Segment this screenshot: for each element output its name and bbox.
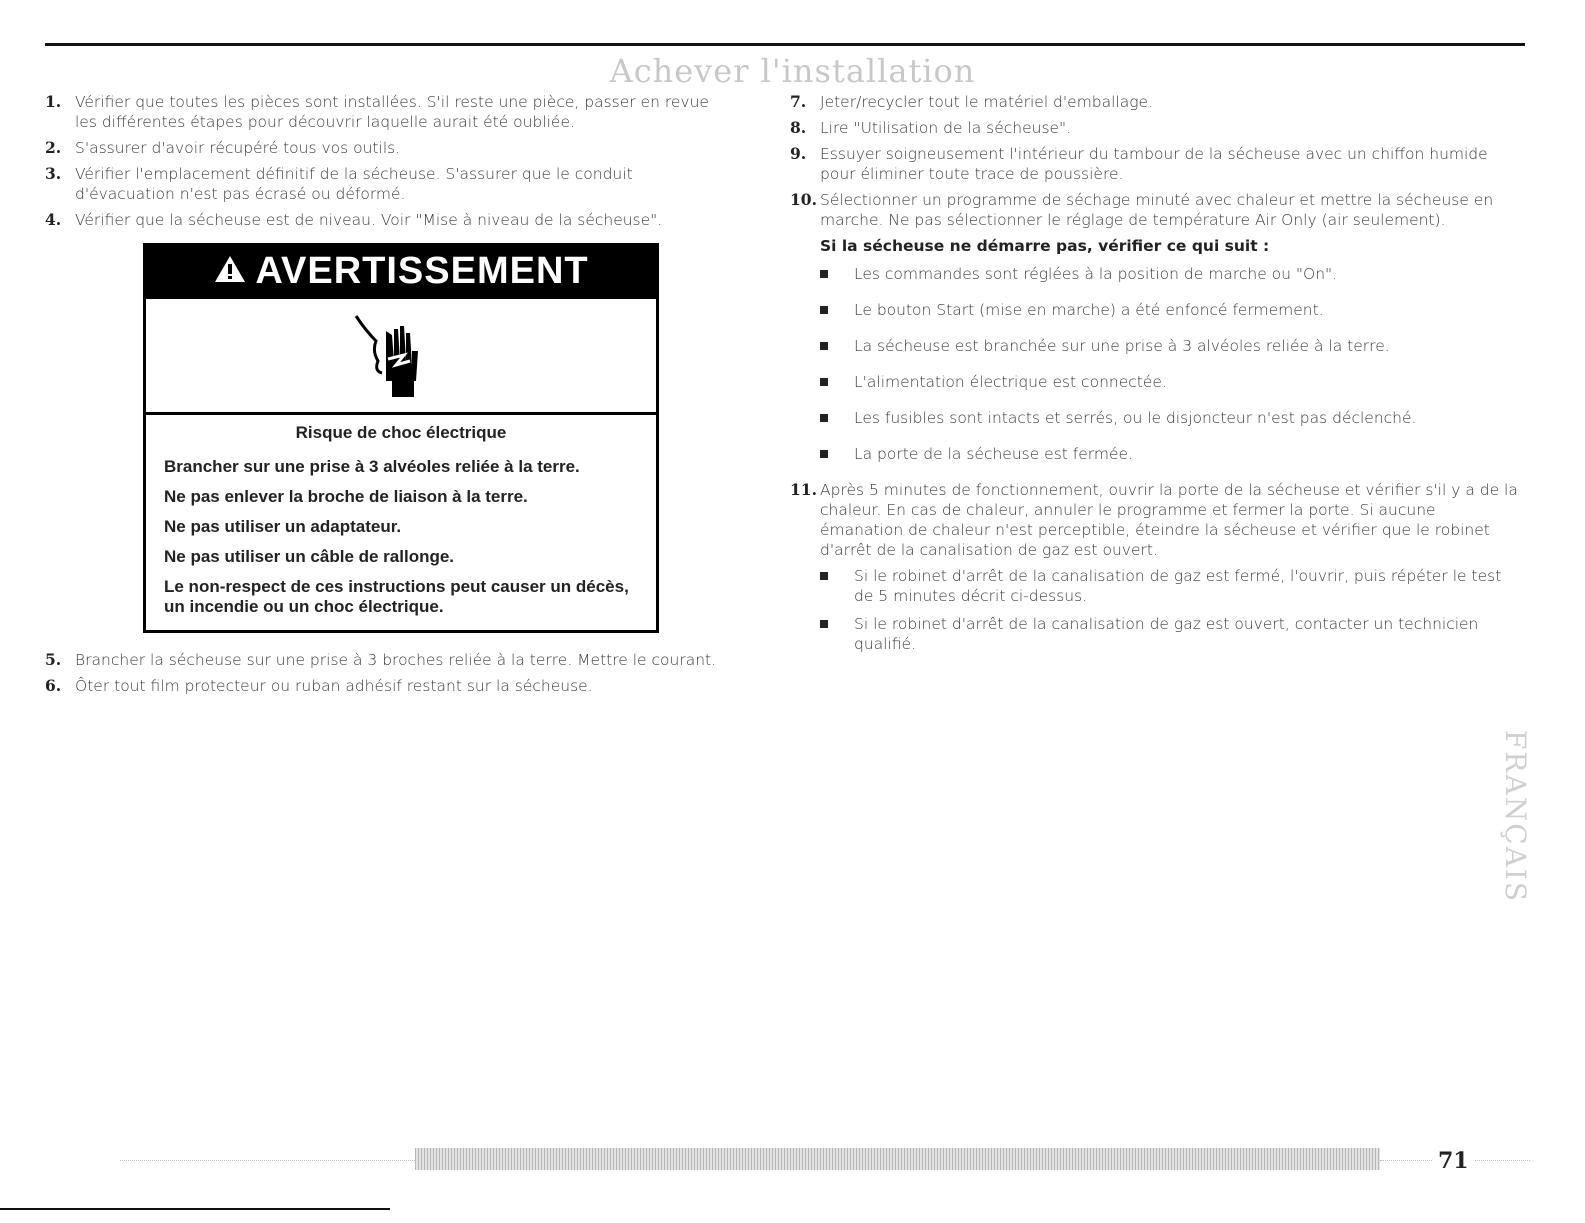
step-8 <box>790 118 1520 138</box>
step-number: 10. <box>790 190 817 209</box>
step-text: Vérifier l'emplacement définitif de la sécheuse. S'assurer que le conduit d'évacuation n'est pas écrasé ou déformé. <box>75 165 633 203</box>
warning-body <box>146 415 656 635</box>
step-5 <box>45 650 735 670</box>
step-4 <box>45 210 735 230</box>
electric-shock-icon <box>346 311 436 405</box>
check-bullet <box>790 300 1520 320</box>
step-7 <box>790 92 1520 112</box>
step-number: 5. <box>45 650 62 669</box>
bullet-square-icon <box>820 572 828 580</box>
bullet-square-icon <box>820 306 828 314</box>
left-column-after <box>45 650 735 702</box>
bullet-text: Si le robinet d'arrêt de la canalisation de gaz est fermé, l'ouvrir, puis répéter le test de 5 minutes décrit ci-dessus. <box>854 567 1502 605</box>
page-number: 71 <box>1432 1148 1475 1174</box>
bullet-text: La sécheuse est branchée sur une prise à 3 alvéoles reliée à la terre. <box>854 337 1390 355</box>
warning-box <box>143 243 659 633</box>
warning-line: Ne pas enlever la broche de liaison à la terre. <box>164 487 528 506</box>
bullet-square-icon <box>820 270 828 278</box>
check-bullet <box>790 444 1520 464</box>
page-title: Achever l'installation <box>609 52 976 90</box>
language-side-label: FRANÇAIS <box>1499 730 1532 904</box>
warning-line: Ne pas utiliser un adaptateur. <box>164 517 402 536</box>
step-9 <box>790 144 1520 184</box>
step-3 <box>45 164 735 204</box>
step-10 <box>790 190 1520 230</box>
step-text: Vérifier que la sécheuse est de niveau. Voir "Mise à niveau de la sécheuse". <box>75 211 663 229</box>
footer-dotted-line <box>120 1160 415 1161</box>
step-number: 1. <box>45 92 62 111</box>
step-text: Essuyer soigneusement l'intérieur du tambour de la sécheuse avec un chiffon humide pour éliminer toute trace de poussière. <box>820 145 1488 183</box>
step-number: 3. <box>45 164 62 183</box>
step-text: Vérifier que toutes les pièces sont installées. S'il reste une pièce, passer en revue les différentes étapes pour découvrir laquelle aurait été oubliée. <box>75 93 709 131</box>
step-text: Brancher la sécheuse sur une prise à 3 broches reliée à la terre. Mettre le courant. <box>75 651 717 669</box>
bullet-text: L'alimentation électrique est connectée. <box>854 373 1167 391</box>
right-column <box>790 92 1520 662</box>
step-number: 11. <box>790 480 817 499</box>
step-number: 4. <box>45 210 62 229</box>
bullet-text: Le bouton Start (mise en marche) a été enfoncé fermement. <box>854 301 1324 319</box>
top-rule <box>45 43 1525 46</box>
warning-line: Le non-respect de ces instructions peut causer un décès, un incendie ou un choc électrique. <box>164 577 629 616</box>
warning-header <box>146 246 656 296</box>
gas-bullet <box>790 614 1520 654</box>
step-number: 2. <box>45 138 62 157</box>
check-bullet <box>790 408 1520 428</box>
bottom-rule <box>0 1208 390 1210</box>
bullet-square-icon <box>820 414 828 422</box>
bullet-square-icon <box>820 620 828 628</box>
bullet-square-icon <box>820 378 828 386</box>
step-6 <box>45 676 735 696</box>
step-number: 6. <box>45 676 62 695</box>
warning-heading: Risque de choc électrique <box>295 423 507 442</box>
bullet-text: La porte de la sécheuse est fermée. <box>854 445 1133 463</box>
step-text: Sélectionner un programme de séchage minuté avec chaleur et mettre la sécheuse en marche. Ne pas sélectionner le réglage de température Air Only (air seulement). <box>820 191 1494 229</box>
step-text: Lire "Utilisation de la sécheuse". <box>820 119 1072 137</box>
step-text: Ôter tout film protecteur ou ruban adhésif restant sur la sécheuse. <box>75 677 593 695</box>
bullet-text: Les fusibles sont intacts et serrés, ou le disjoncteur n'est pas déclenché. <box>854 409 1417 427</box>
bullet-text: Si le robinet d'arrêt de la canalisation de gaz est ouvert, contacter un technicien qualifié. <box>854 615 1479 653</box>
bullet-text: Les commandes sont réglées à la position de marche ou "On". <box>854 265 1338 283</box>
footer-band <box>415 1148 1380 1170</box>
warning-line: Ne pas utiliser un câble de rallonge. <box>164 547 455 566</box>
step-text: Après 5 minutes de fonctionnement, ouvrir la porte de la sécheuse et vérifier s'il y a de la chaleur. En cas de chaleur, annuler le programme et fermer la porte. Si aucune émanation de chaleur n'est perceptible, éteindre la sécheuse et vérifier que le robinet d'arrêt de la canalisation de gaz est ouvert. <box>820 481 1518 559</box>
step-2 <box>45 138 735 158</box>
left-column <box>45 92 735 236</box>
warning-title: AVERTISSEMENT <box>255 249 589 292</box>
step-number: 8. <box>790 118 807 137</box>
step-number: 9. <box>790 144 807 163</box>
step-1 <box>45 92 735 132</box>
warning-line: Brancher sur une prise à 3 alvéoles reliée à la terre. <box>164 457 580 476</box>
step-text: S'assurer d'avoir récupéré tous vos outils. <box>75 139 401 157</box>
check-bullet <box>790 372 1520 392</box>
warning-icon-area <box>146 296 656 415</box>
step-number: 7. <box>790 92 807 111</box>
check-bullet <box>790 264 1520 284</box>
gas-bullets <box>790 566 1520 654</box>
gas-bullet <box>790 566 1520 606</box>
check-bullet <box>790 336 1520 356</box>
check-heading: Si la sécheuse ne démarre pas, vérifier ce qui suit : <box>820 237 1270 255</box>
step-text: Jeter/recycler tout le matériel d'emballage. <box>820 93 1154 111</box>
warning-triangle-icon <box>213 254 247 288</box>
bullet-square-icon <box>820 450 828 458</box>
step-11 <box>790 480 1520 560</box>
bullet-square-icon <box>820 342 828 350</box>
